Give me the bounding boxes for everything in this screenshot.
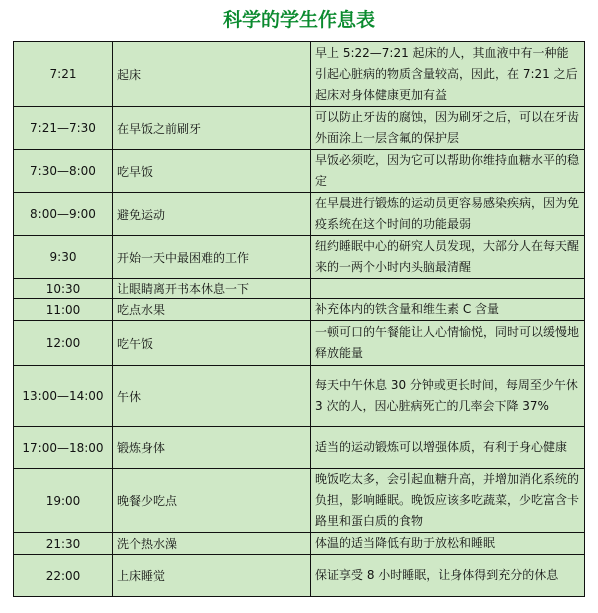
- time-cell: 13:00—14:00: [14, 366, 113, 427]
- activity-cell: 吃早饭: [113, 150, 311, 193]
- table-row: [14, 555, 585, 597]
- schedule-table: [13, 41, 585, 597]
- time-cell: 19:00: [14, 469, 113, 533]
- table-row: [14, 42, 585, 107]
- table-row: [14, 299, 585, 321]
- note-cell: 早上 5:22—7:21 起床的人，其血液中有一种能引起心脏病的物质含量较高，因此，在 7:21 之后起床对身体健康更加有益: [311, 42, 585, 107]
- table-row: [14, 236, 585, 279]
- activity-cell: 开始一天中最困难的工作: [113, 236, 311, 279]
- time-cell: 21:30: [14, 533, 113, 555]
- note-cell: 可以防止牙齿的腐蚀，因为刷牙之后，可以在牙齿外面涂上一层含氟的保护层: [311, 107, 585, 150]
- time-cell: 8:00—9:00: [14, 193, 113, 236]
- table-row: [14, 279, 585, 299]
- time-cell: 12:00: [14, 321, 113, 366]
- time-cell: 11:00: [14, 299, 113, 321]
- note-cell: 一顿可口的午餐能让人心情愉悦，同时可以缓慢地释放能量: [311, 321, 585, 366]
- activity-cell: 吃午饭: [113, 321, 311, 366]
- time-cell: 9:30: [14, 236, 113, 279]
- table-row: [14, 427, 585, 469]
- note-cell: 早饭必须吃，因为它可以帮助你维持血糖水平的稳定: [311, 150, 585, 193]
- time-cell: 22:00: [14, 555, 113, 597]
- note-cell: [311, 279, 585, 299]
- table-row: [14, 469, 585, 533]
- activity-cell: 让眼睛离开书本休息一下: [113, 279, 311, 299]
- note-cell: 每天中午休息 30 分钟或更长时间，每周至少午休 3 次的人，因心脏病死亡的几率会下降 37%: [311, 366, 585, 427]
- note-cell: 纽约睡眠中心的研究人员发现，大部分人在每天醒来的一两个小时内头脑最清醒: [311, 236, 585, 279]
- note-cell: 晚饭吃太多，会引起血糖升高，并增加消化系统的负担，影响睡眠。晚饭应该多吃蔬菜，少吃富含卡路里和蛋白质的食物: [311, 469, 585, 533]
- activity-cell: 锻炼身体: [113, 427, 311, 469]
- time-cell: 17:00—18:00: [14, 427, 113, 469]
- note-cell: 在早晨进行锻炼的运动员更容易感染疾病，因为免疫系统在这个时间的功能最弱: [311, 193, 585, 236]
- table-row: [14, 107, 585, 150]
- table-row: [14, 366, 585, 427]
- note-cell: 补充体内的铁含量和维生素 C 含量: [311, 299, 585, 321]
- time-cell: 10:30: [14, 279, 113, 299]
- table-row: [14, 193, 585, 236]
- activity-cell: 吃点水果: [113, 299, 311, 321]
- note-cell: 体温的适当降低有助于放松和睡眠: [311, 533, 585, 555]
- activity-cell: 避免运动: [113, 193, 311, 236]
- activity-cell: 洗个热水澡: [113, 533, 311, 555]
- note-cell: 保证享受 8 小时睡眠，让身体得到充分的休息: [311, 555, 585, 597]
- table-row: [14, 533, 585, 555]
- page-title: 科学的学生作息表: [222, 9, 375, 31]
- activity-cell: 在早饭之前刷牙: [113, 107, 311, 150]
- time-cell: 7:21—7:30: [14, 107, 113, 150]
- activity-cell: 起床: [113, 42, 311, 107]
- activity-cell: 午休: [113, 366, 311, 427]
- table-row: [14, 150, 585, 193]
- time-cell: 7:21: [14, 42, 113, 107]
- activity-cell: 上床睡觉: [113, 555, 311, 597]
- time-cell: 7:30—8:00: [14, 150, 113, 193]
- table-row: [14, 321, 585, 366]
- note-cell: 适当的运动锻炼可以增强体质，有利于身心健康: [311, 427, 585, 469]
- activity-cell: 晚餐少吃点: [113, 469, 311, 533]
